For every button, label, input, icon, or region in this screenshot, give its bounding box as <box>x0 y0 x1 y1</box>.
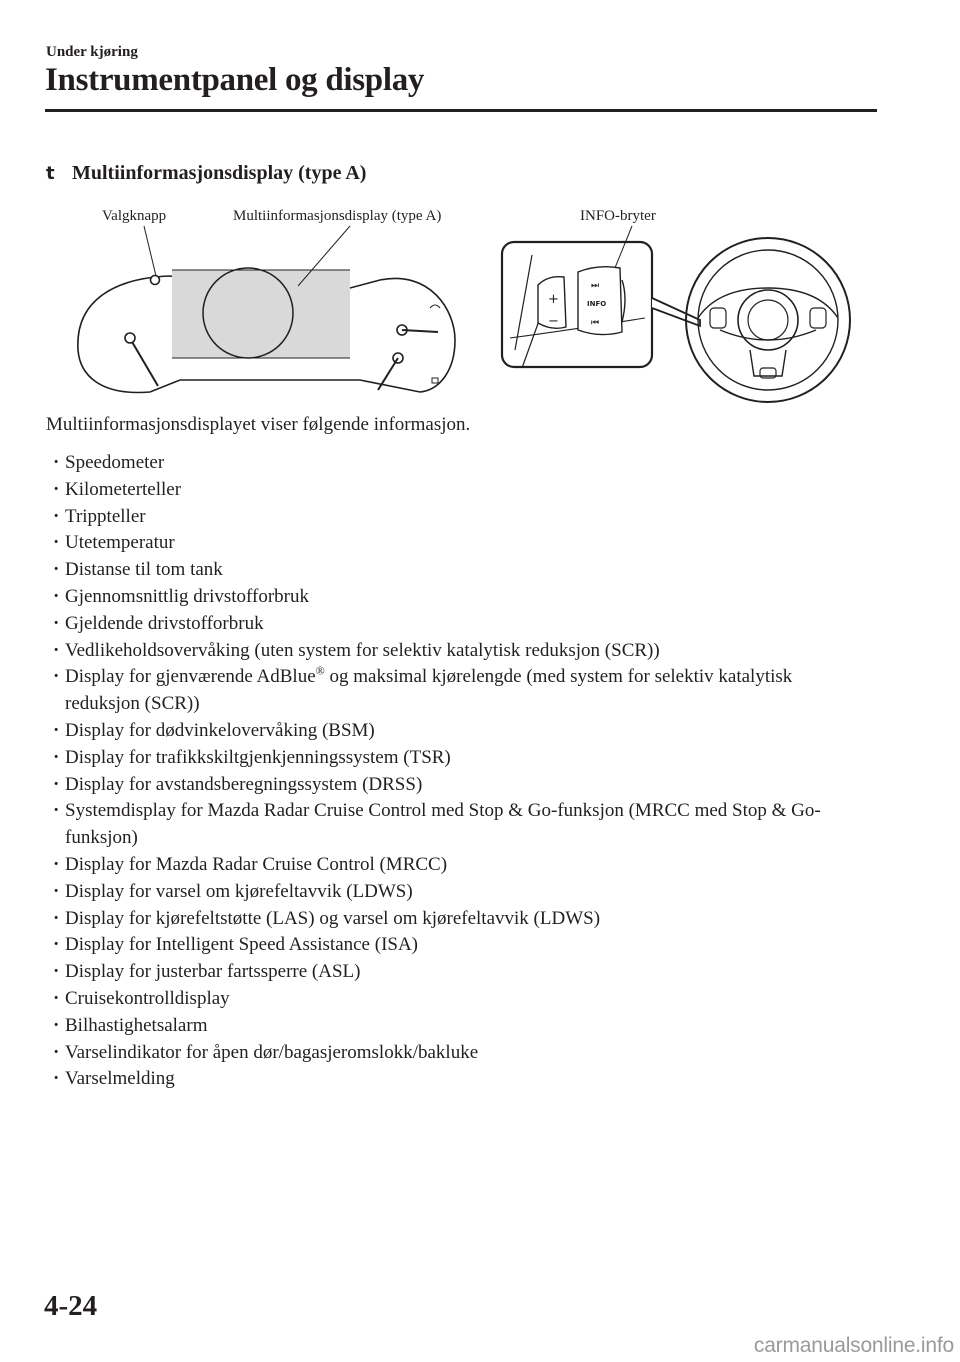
list-item: · Systemdisplay for Mazda Radar Cruise Control med Stop & Go-funksjon (MRCC med Stop & Go-funksjon) <box>46 798 866 852</box>
svg-text:+: + <box>548 292 559 307</box>
info-list <box>46 450 866 1093</box>
list-item: · Display for varsel om kjørefeltavvik (LDWS) <box>46 879 866 906</box>
heading-text: Multiinformasjonsdisplay (type A) <box>72 162 367 184</box>
page-number: 4-24 <box>44 1290 98 1322</box>
list-item: · Gjennomsnittlig drivstofforbruk <box>46 584 866 611</box>
svg-text:⏮: ⏮ <box>591 318 600 328</box>
registered-mark: ® <box>315 664 325 679</box>
list-item: · Trippteller <box>46 504 866 531</box>
list-item: · Vedlikeholdsovervåking (uten system for selektiv katalytisk reduksjon (SCR)) <box>46 638 866 665</box>
callout-knob: Valgknapp <box>102 208 167 224</box>
list-item: · Varselindikator for åpen dør/bagasjeromslokk/bakluke <box>46 1040 866 1067</box>
list-item: · Display for Mazda Radar Cruise Control (MRCC) <box>46 852 866 879</box>
cluster-drawing <box>60 200 890 410</box>
svg-text:⏭: ⏭ <box>591 281 600 291</box>
instrument-cluster-figure <box>60 200 890 410</box>
list-item: · Display for avstandsberegningssystem (DRSS) <box>46 772 866 799</box>
section-label: Under kjøring <box>46 44 138 60</box>
adblue-text: Display for gjenværende AdBlue <box>65 666 316 688</box>
section-heading <box>46 162 366 185</box>
list-item: · Display for Intelligent Speed Assistance (ISA) <box>46 932 866 959</box>
svg-text:−: − <box>548 314 559 329</box>
list-item: · Distanse til tom tank <box>46 557 866 584</box>
intro-text: Multiinformasjonsdisplayet viser følgende informasjon. <box>46 414 471 435</box>
list-item: · Display for trafikkskiltgjenkjenningssystem (TSR) <box>46 745 866 772</box>
list-item: · Speedometer <box>46 450 866 477</box>
callout-info-switch: INFO-bryter <box>580 208 656 224</box>
list-item <box>46 664 866 718</box>
list-item: · Display for dødvinkelovervåking (BSM) <box>46 718 866 745</box>
header-divider <box>45 109 877 112</box>
watermark: carmanualsonline.info <box>753 1334 954 1357</box>
list-item: · Utetemperatur <box>46 530 866 557</box>
heading-marker: t <box>46 163 55 184</box>
adblue-suffix: og maksimal kjørelengde (med system for selektiv katalytisk reduksjon (SCR)) <box>65 666 793 715</box>
list-item: · Bilhastighetsalarm <box>46 1013 866 1040</box>
list-item: · Display for justerbar fartssperre (ASL) <box>46 959 866 986</box>
list-item: · Display for kjørefeltstøtte (LAS) og varsel om kjørefeltavvik (LDWS) <box>46 906 866 933</box>
list-item: · Varselmelding <box>46 1066 866 1093</box>
list-item: · Kilometerteller <box>46 477 866 504</box>
list-item: · Gjeldende drivstofforbruk <box>46 611 866 638</box>
list-item: · Cruisekontrolldisplay <box>46 986 866 1013</box>
callout-display: Multiinformasjonsdisplay (type A) <box>233 208 442 224</box>
page-title: Instrumentpanel og display <box>45 62 425 98</box>
info-button-label: INFO <box>587 300 607 308</box>
